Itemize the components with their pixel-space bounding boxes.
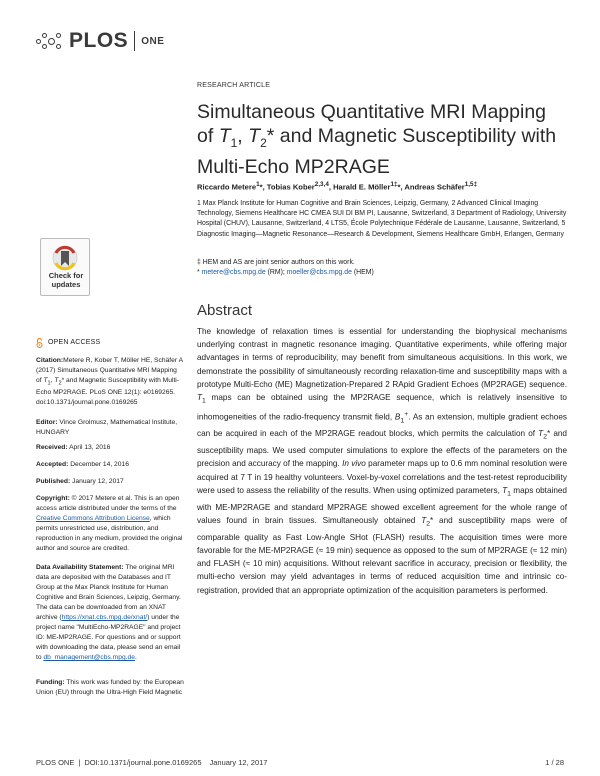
copyright-block: Copyright: © 2017 Metere et al. This is an open access article distributed under the terms of the Creative Commons Attribution License, which permits unrestricted use, distribution, and reproduction in any medium, provided the original author and source are credited.	[36, 495, 183, 552]
page-footer	[36, 758, 564, 767]
updates-bookmark-icon	[52, 245, 78, 271]
affiliations: 1 Max Planck Institute for Human Cognitive and Brain Sciences, Leipzig, Germany, 2 Advanced Clinical Imaging Technology, Siemens Healthcare HC CMEA SUI DI BM PI, Lausanne, Switzerland, 3 Department of Radiology, University Hospital (CHUV), Lausanne, Switzerland, 4 LTS5, École Polytechnique Fédérale de Lausanne, Lausanne, Switzerland, 5 Diagnostic Imaging—Magnetic Resonance—Research & Development, Siemens Healthcare GmbH, Erlangen, Germany	[197, 200, 567, 238]
author-notes	[197, 258, 567, 278]
data-availability-block: Data Availability Statement: The original MRI data are deposited with the Databases and IT Group at the Max Planck Institute for Human Cognitive and Brain Sciences, Leipzig, Germany. The data can be downloaded from an XNAT archive (https://xnat.cbs.mpg.de/xnat/) under the project name "MultiEcho-MP2RAGE" and project ID: ME-MP2RAGE. For questions and or support with downloading the data, please send an email to db_management@cbs.mpg.de.	[36, 564, 181, 661]
plos-dots-icon	[36, 30, 66, 52]
footer-doi[interactable]: DOI:10.1371/journal.pone.0169265	[84, 758, 202, 767]
email-link-moeller[interactable]: moeller@cbs.mpg.de	[286, 269, 352, 277]
logo-journal-text: ONE	[141, 35, 165, 47]
license-link[interactable]: Creative Commons Attribution License	[36, 515, 150, 522]
funding-block: Funding: This work was funded by: the European Union (EU) through the Ultra-High Field Magnetic	[36, 679, 184, 696]
abstract-text: The knowledge of relaxation times is essential for understanding the biophysical mechanisms underlying contrast in magnetic resonance imaging. Quantitative experiments, while offering major advantages in terms of reproducibility, may benefit from simultaneous acquisitions. In this work, we demonstrate the possibility of simultaneously recording relaxation-time and susceptibility maps with a prototype Multi-Echo (ME) Magnetization-Prepared 2 RApid Gradient Echoes (MP2RAGE) sequence. $T_1$ maps can be obtained using the MP2RAGE sequence, which is relatively insensitive to inhomogeneities of the radio-frequency transmit field, $B_1^+$. As an extension, multiple gradient echoes can be acquired in each of the MP2RAGE readout blocks, which permits the calculation of $T_2*$ and susceptibility maps. We used computer simulations to explore the effects of the parameters on the precision and accuracy of the mapping. In vivo parameter maps up to 0.6 mm nominal resolution were acquired at 7 T in 19 healthy volunteers. Voxel-by-voxel correlations and the test-retest reproducibility were used to assess the reliability of the results. When using optimized parameters, $T_1$ maps obtained with ME-MP2RAGE and standard MP2RAGE showed excellent agreement for the whole range of values found in brain tissues. Simultaneously obtained $T_2*$ and susceptibility maps were of comparable quality as Fast Low-Angle SHot (FLASH) results. The acquisition times were more favorable for the ME-MP2RAGE (≈ 19 min) sequence as opposed to the sum of MP2RAGE (≈ 12 min) and FLASH (≈ 10 min) acquisitions. Without relevant sacrifice in accuracy, precision or flexibility, the multi-echo version may yield advantages in terms of reduced acquisition time and intrinsic co-registration, provided that an appropriate optimization of the acquisition parameters is performed.	[197, 327, 568, 595]
journal-logo	[36, 26, 164, 56]
open-lock-icon	[36, 338, 43, 348]
badge-label: Check for updates	[48, 271, 84, 289]
open-access-label: OPEN ACCESS	[36, 338, 184, 348]
footer-citation: PLOS ONE | DOI:10.1371/journal.pone.0169265 January 12, 2017	[36, 758, 268, 767]
article-type: RESEARCH ARTICLE	[197, 82, 271, 89]
accepted-date: Accepted: December 14, 2016	[36, 461, 129, 468]
logo-plos-text: PLOS	[69, 29, 129, 52]
published-date: Published: January 12, 2017	[36, 478, 124, 485]
equal-contribution-note: ‡ HEM and AS are joint senior authors on this work.	[197, 259, 355, 266]
email-link-metere[interactable]: metere@cbs.mpg.de	[201, 269, 266, 277]
received-date: Received: April 13, 2016	[36, 444, 111, 451]
logo-divider	[134, 31, 135, 51]
check-for-updates-badge[interactable]	[40, 238, 90, 296]
author-list: Riccardo Metere$^1$*, Tobias Kober$^{2,3,4}$, Harald E. Möller$^{1\ddagger}$*, Andreas Schäfer$^{1,5\ddagger}$	[197, 181, 478, 192]
abstract-heading: Abstract	[197, 302, 253, 319]
data-email-link[interactable]: db_management@cbs.mpg.de	[43, 654, 135, 661]
correspondence-line: * metere@cbs.mpg.de (RM); moeller@cbs.mpg.de (HEM)	[197, 269, 374, 277]
citation-block: Citation:Metere R, Kober T, Möller HE, Schäfer A (2017) Simultaneous Quantitative MRI Mapping of $T_1$, $T_2*$ and Magnetic Susceptibility with Multi-Echo MP2RAGE. PLoS ONE 12(1): e0169265. doi:10.1371/journal.pone.0169265	[36, 357, 183, 407]
editor-block: Editor: Vince Grolmusz, Mathematical Institute, HUNGARY	[36, 419, 178, 436]
xnat-link[interactable]: https://xnat.cbs.mpg.de/xnat/	[61, 614, 148, 621]
page-number: 1 / 28	[545, 758, 564, 767]
article-title: Simultaneous Quantitative MRI Mapping of $T_1$, $T_2*$ and Magnetic Susceptibility with Multi-Echo MP2RAGE	[197, 101, 557, 178]
